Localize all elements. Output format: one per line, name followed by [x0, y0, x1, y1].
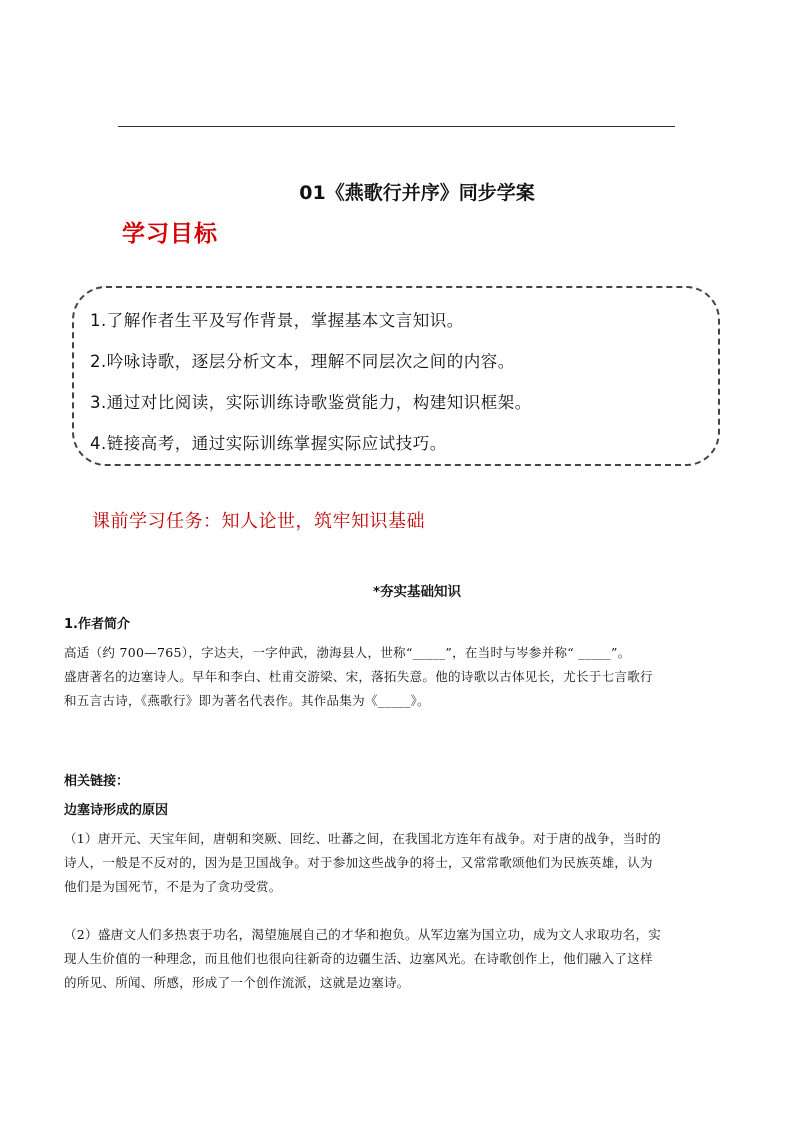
task-heading: 课前学习任务：知人论世，筑牢知识基础 — [92, 511, 425, 532]
frontier-heading: 边塞诗形成的原因 — [64, 803, 169, 818]
document-title: 01《燕歌行并序》同步学案 — [299, 182, 535, 204]
header-rule — [118, 126, 675, 127]
objectives-heading: 学习目标 — [122, 221, 218, 247]
author-line: 高适（约 700—765），字达夫，一字仲武，渤海县人，世称“_____”，在当时与岑参并称“ _____”。 — [64, 645, 631, 660]
objective-item: 1.了解作者生平及写作背景，掌握基本文言知识。 — [90, 311, 464, 330]
objectives-list — [90, 306, 710, 470]
objective-item: 2.吟咏诗歌，逐层分析文本，理解不同层次之间的内容。 — [90, 352, 515, 371]
reason-line: （1）唐开元、天宝年间，唐朝和突厥、回纥、吐蕃之间，在我国北方连年有战争。对于唐的战争，当时的 — [64, 831, 662, 846]
author-paragraph — [64, 641, 734, 713]
author-heading: 1.作者简介 — [64, 617, 130, 632]
objective-item: 4.链接高考，通过实际训练掌握实际应试技巧。 — [90, 434, 447, 453]
reason-line: 他们是为国死节，不是为了贪功受赏。 — [64, 879, 282, 894]
section-title: *夯实基础知识 — [372, 584, 462, 600]
reason-paragraph-1 — [64, 827, 734, 899]
objective-item: 3.通过对比阅读，实际训练诗歌鉴赏能力，构建知识框架。 — [90, 393, 532, 412]
related-label: 相关链接： — [64, 774, 130, 789]
reason-line: （2）盛唐文人们多热衷于功名，渴望施展自己的才华和抱负。从军边塞为国立功，成为文人求取功名，实 — [64, 927, 662, 942]
author-line: 和五言古诗，《燕歌行》即为著名代表作。其作品集为《_____》。 — [64, 693, 430, 708]
author-line: 盛唐著名的边塞诗人。早年和李白、杜甫交游梁、宋，落拓失意。他的诗歌以古体见长，尤长于七言歌行 — [64, 669, 653, 684]
reason-paragraph-2 — [64, 923, 734, 995]
reason-line: 现人生价值的一种理念，而且他们也很向往新奇的边疆生活、边塞风光。在诗歌创作上，他们融入了这样 — [64, 951, 653, 966]
reason-line: 诗人，一般是不反对的，因为是卫国战争。对于参加这些战争的将士，又常常歌颂他们为民族英雄，认为 — [64, 855, 653, 870]
reason-line: 的所见、所闻、所感，形成了一个创作流派，这就是边塞诗。 — [64, 975, 410, 990]
